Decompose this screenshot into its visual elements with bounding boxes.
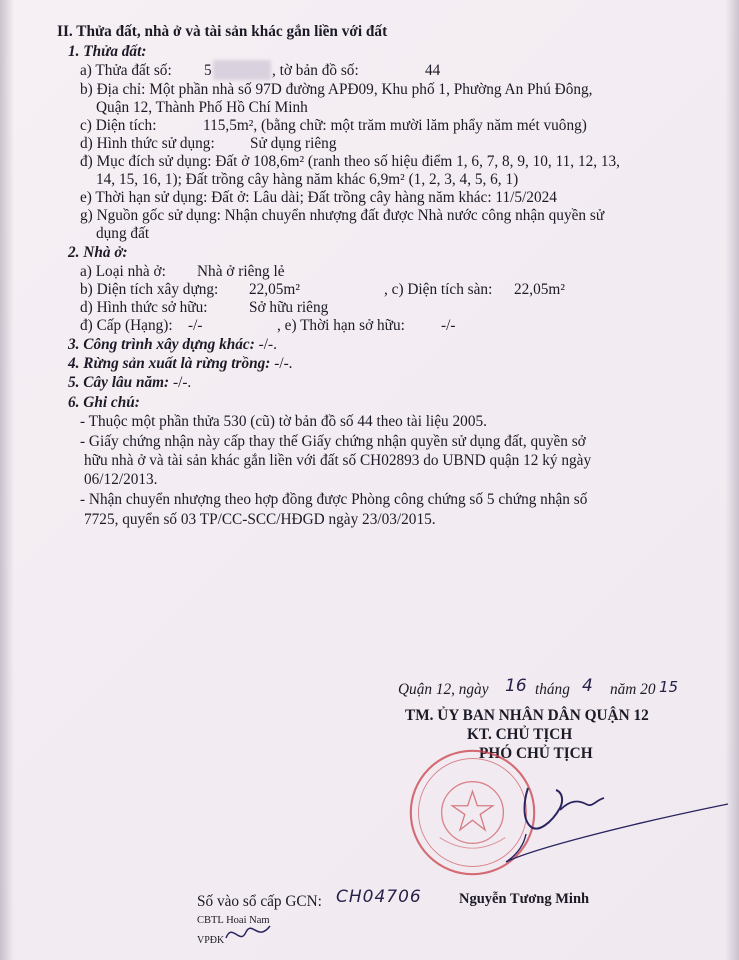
house-ownership-term-value: -/- (441, 317, 456, 334)
scan-shadow-left (0, 0, 14, 960)
signoff-year: 15 (659, 678, 679, 696)
note-1: - Thuộc một phần thửa 530 (cũ) tờ bản đồ số 44 theo tài liệu 2005. (80, 413, 487, 430)
signoff-org: TM. ỦY BAN NHÂN DÂN QUẬN 12 (405, 707, 649, 724)
other-works-value: -/-. (258, 336, 277, 353)
land-parcel-label: a) Thửa đất số: (80, 62, 172, 79)
land-map-label: , tờ bản đồ số: (272, 62, 359, 79)
house-ownership-value: Sở hữu riêng (249, 299, 329, 316)
land-usage-form-value: Sử dụng riêng (250, 135, 337, 152)
signature-scribble (500, 770, 730, 880)
land-area-label: c) Diện tích: (80, 117, 157, 134)
section-title: II. Thửa đất, nhà ở và tài sản khác gắn liền với đất (57, 23, 388, 40)
land-heading: 1. Thửa đất: (68, 43, 147, 60)
house-type-label: a) Loại nhà ở: (80, 263, 166, 280)
note-3-line1: - Nhận chuyển nhượng theo hợp đồng được Phòng công chứng số 5 chứng nhận số (80, 491, 588, 508)
land-origin-line1: g) Nguồn gốc sử dụng: Nhận chuyển nhượng đất được Nhà nước công nhận quyền sử (80, 207, 605, 224)
house-type-value: Nhà ở riêng lẻ (197, 263, 285, 280)
signoff-title: PHÓ CHỦ TỊCH (479, 745, 593, 762)
initials-scribble (218, 916, 278, 950)
vpdk-initials: VPĐK (197, 935, 225, 946)
land-address-line1: b) Địa chỉ: Một phần nhà số 97D đường APĐ09, Khu phố 1, Phường An Phú Đông, (80, 81, 593, 98)
land-map-number: 44 (425, 62, 441, 79)
land-origin-line2: dụng đất (96, 225, 150, 242)
land-purpose-line1: đ) Mục đích sử dụng: Đất ở 108,6m² (ranh theo số hiệu điểm 1, 6, 7, 8, 9, 10, 11, 12, 13, (80, 153, 621, 170)
registry-label: Số vào sổ cấp GCN: (197, 893, 322, 910)
signer-name: Nguyễn Tương Minh (459, 891, 590, 907)
house-ownership-label: d) Hình thức sở hữu: (80, 299, 208, 316)
note-2-line3: 06/12/2013. (84, 471, 158, 488)
note-2-line2: hữu nhà ở và tài sản khác gắn liền với đất số CH02893 do UBND quận 12 ký ngày (84, 452, 592, 469)
house-grade-value: -/- (188, 317, 203, 334)
forest-heading: 4. Rừng sản xuất là rừng trồng: (68, 355, 271, 372)
house-grade-label: đ) Cấp (Hạng): (80, 317, 173, 334)
signoff-year-label: năm 20 (610, 681, 656, 698)
house-floor-area-value: 22,05m² (514, 281, 565, 298)
perennial-row (68, 374, 191, 392)
forest-value: -/-. (274, 355, 293, 372)
land-parcel-number: 5 (204, 62, 212, 79)
note-2-line1: - Giấy chứng nhận này cấp thay thế Giấy chứng nhận quyền sử dụng đất, quyền sở (80, 433, 586, 450)
land-purpose-line2: 14, 15, 16, 1); Đất trồng cây hàng năm khác 6,9m² (1, 2, 3, 4, 5, 6, 1) (96, 171, 519, 188)
house-floor-area-label: , c) Diện tích sàn: (384, 281, 493, 298)
land-term-line: e) Thời hạn sử dụng: Đất ở: Lâu dài; Đất trồng cây hàng năm khác: 11/5/2024 (80, 189, 557, 206)
house-build-area-label: b) Diện tích xây dựng: (80, 281, 219, 298)
note-3-line2: 7725, quyển số 03 TP/CC-SCC/HĐGD ngày 23/03/2015. (84, 511, 436, 528)
signoff-day: 16 (505, 676, 527, 696)
signoff-month-label: tháng (535, 681, 570, 698)
land-usage-form-label: d) Hình thức sử dụng: (80, 135, 215, 152)
other-works-row (68, 336, 277, 354)
signoff-place: Quận 12, ngày (398, 681, 489, 698)
other-works-heading: 3. Công trình xây dựng khác: (68, 336, 255, 353)
redacted-parcel-digits (213, 60, 271, 80)
house-heading: 2. Nhà ở: (68, 244, 128, 261)
forest-row (68, 355, 292, 373)
land-area-value: 115,5m², (bằng chữ: một trăm mười lăm phẩy năm mét vuông) (203, 117, 587, 134)
land-address-line2: Quận 12, Thành Phố Hồ Chí Minh (96, 99, 308, 116)
cbtl-initials: CBTL Hoai Nam (197, 915, 270, 926)
house-build-area-value: 22,05m² (249, 281, 300, 298)
signoff-kt: KT. CHỦ TỊCH (467, 726, 573, 743)
notes-heading: 6. Ghi chú: (68, 394, 140, 411)
perennial-value: -/-. (172, 374, 192, 391)
registry-number: CH04706 (336, 887, 422, 907)
signoff-month: 4 (582, 676, 593, 696)
perennial-heading: 5. Cây lâu năm: (68, 374, 170, 391)
house-ownership-term-label: , e) Thời hạn sở hữu: (277, 317, 405, 334)
